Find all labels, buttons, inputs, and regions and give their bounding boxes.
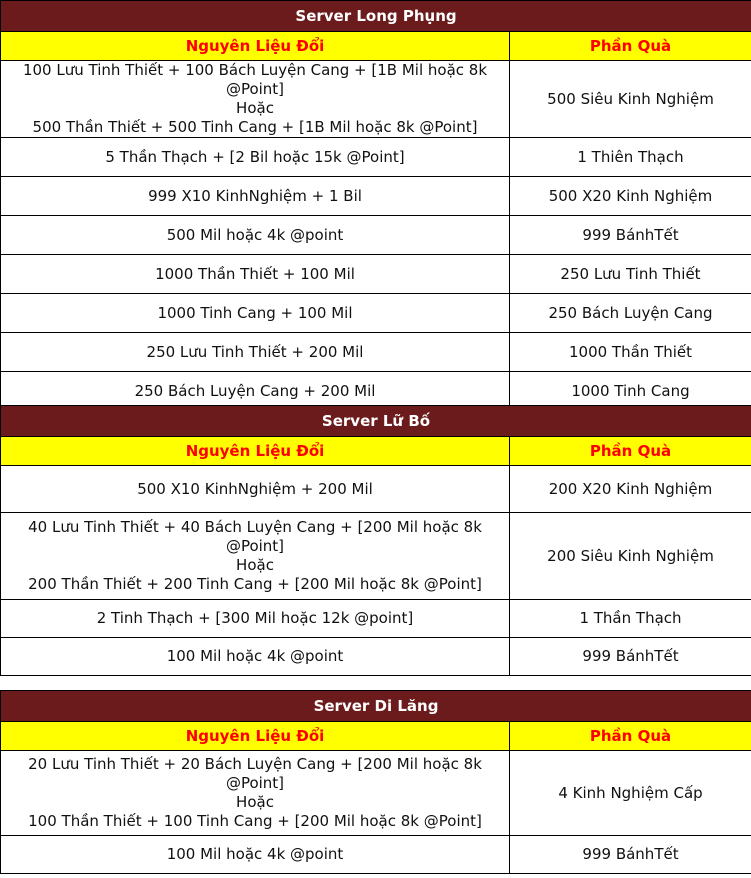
materials-cell: 500 X10 KinhNghiệm + 200 Mil <box>1 466 510 513</box>
table-row <box>1 513 751 600</box>
materials-cell: 250 Lưu Tinh Thiết + 200 Mil <box>1 333 510 372</box>
materials-cell: 100 Mil hoặc 4k @point <box>1 638 510 676</box>
table-row <box>1 255 751 294</box>
header-row <box>1 437 751 466</box>
reward-cell: 250 Lưu Tinh Thiết <box>510 255 751 294</box>
header-row <box>1 722 751 751</box>
table-row <box>1 61 751 138</box>
materials-cell: 1000 Thần Thiết + 100 Mil <box>1 255 510 294</box>
reward-cell: 999 BánhTết <box>510 216 751 255</box>
reward-cell: 250 Bách Luyện Cang <box>510 294 751 333</box>
table-row <box>1 638 751 676</box>
reward-cell: 4 Kinh Nghiệm Cấp <box>510 751 751 836</box>
section-table-di-lang <box>0 690 751 874</box>
reward-cell: 1 Thiên Thạch <box>510 138 751 177</box>
materials-cell: 999 X10 KinhNghiệm + 1 Bil <box>1 177 510 216</box>
table-row <box>1 294 751 333</box>
materials-header: Nguyên Liệu Đổi <box>1 437 510 466</box>
materials-cell: 250 Bách Luyện Cang + 200 Mil <box>1 372 510 411</box>
table-row <box>1 138 751 177</box>
section-title: Server Lữ Bố <box>1 406 751 437</box>
materials-cell: 1000 Tinh Cang + 100 Mil <box>1 294 510 333</box>
table-row <box>1 177 751 216</box>
reward-header: Phần Quà <box>510 722 751 751</box>
table-row <box>1 333 751 372</box>
section-title: Server Long Phụng <box>1 1 751 32</box>
materials-cell: 100 Lưu Tinh Thiết + 100 Bách Luyện Cang + [1B Mil hoặc 8k @Point] Hoặc 500 Thần Thiết + 500 Tinh Cang + [1B Mil hoặc 8k @Point] <box>1 61 510 138</box>
section-table-long-phung <box>0 0 751 411</box>
reward-cell: 500 Siêu Kinh Nghiệm <box>510 61 751 138</box>
header-row <box>1 32 751 61</box>
reward-cell: 1000 Thần Thiết <box>510 333 751 372</box>
reward-cell: 200 Siêu Kinh Nghiệm <box>510 513 751 600</box>
table-row <box>1 216 751 255</box>
materials-cell: 5 Thần Thạch + [2 Bil hoặc 15k @Point] <box>1 138 510 177</box>
reward-cell: 1000 Tinh Cang <box>510 372 751 411</box>
materials-cell: 100 Mil hoặc 4k @point <box>1 836 510 874</box>
table-row <box>1 751 751 836</box>
reward-cell: 999 BánhTết <box>510 638 751 676</box>
table-row <box>1 600 751 638</box>
table-row <box>1 466 751 513</box>
materials-cell: 20 Lưu Tinh Thiết + 20 Bách Luyện Cang + [200 Mil hoặc 8k @Point] Hoặc 100 Thần Thiết + 100 Tinh Cang + [200 Mil hoặc 8k @Point] <box>1 751 510 836</box>
section-title-row <box>1 691 751 722</box>
reward-cell: 999 BánhTết <box>510 836 751 874</box>
materials-cell: 40 Lưu Tinh Thiết + 40 Bách Luyện Cang + [200 Mil hoặc 8k @Point] Hoặc 200 Thần Thiết + 200 Tinh Cang + [200 Mil hoặc 8k @Point] <box>1 513 510 600</box>
table-row <box>1 836 751 874</box>
materials-header: Nguyên Liệu Đổi <box>1 722 510 751</box>
reward-cell: 200 X20 Kinh Nghiệm <box>510 466 751 513</box>
section-title-row <box>1 406 751 437</box>
reward-header: Phần Quà <box>510 32 751 61</box>
reward-cell: 1 Thần Thạch <box>510 600 751 638</box>
materials-cell: 500 Mil hoặc 4k @point <box>1 216 510 255</box>
section-title: Server Di Lăng <box>1 691 751 722</box>
reward-cell: 500 X20 Kinh Nghiệm <box>510 177 751 216</box>
materials-cell: 2 Tinh Thạch + [300 Mil hoặc 12k @point] <box>1 600 510 638</box>
section-title-row <box>1 1 751 32</box>
section-table-lu-bo <box>0 405 751 676</box>
reward-header: Phần Quà <box>510 437 751 466</box>
materials-header: Nguyên Liệu Đổi <box>1 32 510 61</box>
